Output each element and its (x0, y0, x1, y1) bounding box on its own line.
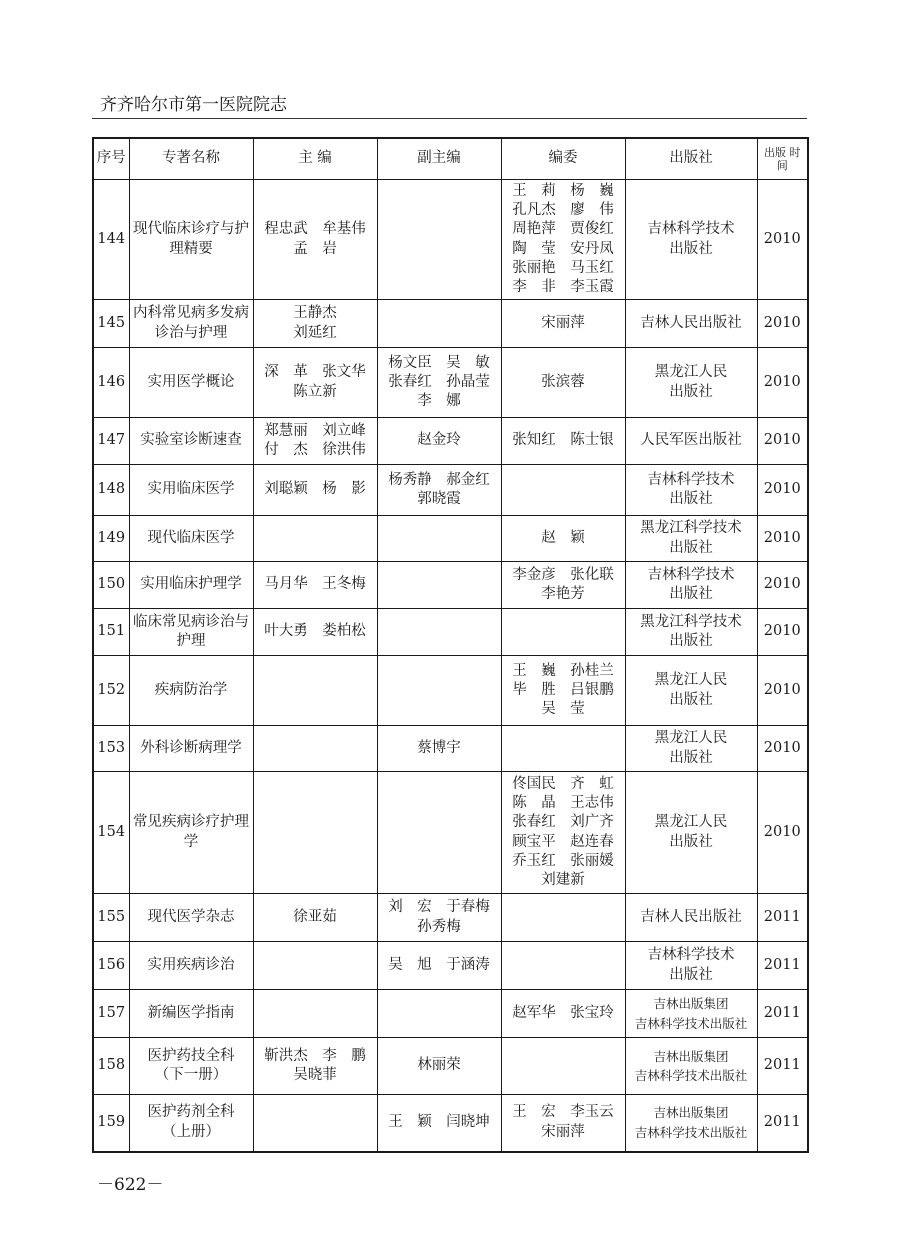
cell-editor (253, 772, 377, 894)
cell-deputy-editor (377, 1095, 501, 1152)
cell-number: 156 (93, 942, 129, 990)
cell-deputy-editor-line: 王 颖 闫晓坤 (388, 1114, 490, 1131)
cell-members (501, 516, 625, 562)
cell-publisher (625, 348, 757, 418)
cell-members-line: 宋丽萍 (541, 314, 585, 331)
cell-publisher-line: 吉林科学技术 (647, 566, 735, 583)
cell-editor-line: 程忠武 牟基伟 (264, 221, 366, 238)
cell-editor-line: 深 革 张文华 (264, 364, 366, 381)
cell-year: 2011 (757, 1095, 808, 1152)
cell-title: 现代临床诊疗与护理精要 (129, 180, 253, 300)
cell-year: 2010 (757, 300, 808, 348)
cell-members-line: 吴 莹 (541, 701, 585, 718)
cell-publisher-line: 吉林科学技术出版社 (634, 1068, 748, 1083)
cell-publisher-line: 黑龙江人民 (654, 364, 728, 381)
table-row (93, 726, 808, 772)
cell-deputy-editor-line: 杨文臣 吴 敏 (388, 354, 490, 371)
cell-publisher (625, 1038, 757, 1095)
cell-title: 外科诊断病理学 (129, 726, 253, 772)
cell-publisher (625, 990, 757, 1038)
cell-year: 2010 (757, 465, 808, 516)
cell-year: 2010 (757, 609, 808, 656)
column-header-members: 编委 (501, 138, 625, 180)
table-row (93, 562, 808, 609)
cell-members (501, 656, 625, 726)
cell-year: 2011 (757, 894, 808, 942)
cell-title: 常见疾病诊疗护理学 (129, 772, 253, 894)
cell-publisher-line: 黑龙江人民 (654, 730, 728, 747)
page-number: －622－ (97, 1175, 164, 1195)
cell-deputy-editor-line: 蔡博宇 (417, 739, 461, 756)
cell-publisher-line: 吉林科学技术 (647, 221, 735, 238)
cell-editor (253, 990, 377, 1038)
cell-publisher-line: 黑龙江科学技术 (640, 613, 742, 630)
cell-year: 2010 (757, 516, 808, 562)
cell-deputy-editor (377, 1038, 501, 1095)
cell-deputy-editor (377, 990, 501, 1038)
cell-editor (253, 418, 377, 465)
cell-deputy-editor-line: 刘 宏 于春梅 (388, 899, 490, 916)
cell-publisher (625, 656, 757, 726)
cell-editor (253, 726, 377, 772)
cell-title: 实用疾病诊治 (129, 942, 253, 990)
cell-deputy-editor (377, 465, 501, 516)
cell-publisher-line: 吉林出版集团 (653, 1105, 729, 1121)
cell-title: 医护药剂全科 （上册） (129, 1095, 253, 1152)
cell-editor (253, 1038, 377, 1095)
cell-number: 159 (93, 1095, 129, 1152)
cell-year: 2010 (757, 180, 808, 300)
table-header (93, 138, 808, 180)
cell-number: 153 (93, 726, 129, 772)
cell-year: 2011 (757, 1038, 808, 1095)
cell-number: 146 (93, 348, 129, 418)
column-header-title: 专著名称 (129, 138, 253, 180)
cell-title: 医护药技全科 （下一册） (129, 1038, 253, 1095)
cell-editor-line: 马月华 王冬梅 (264, 576, 366, 593)
table-row (93, 1038, 808, 1095)
cell-deputy-editor (377, 180, 501, 300)
cell-members (501, 609, 625, 656)
cell-members-line: 张知红 陈士银 (512, 432, 614, 449)
cell-members-line: 李 非 李玉霞 (512, 279, 614, 296)
cell-publisher-line: 出版社 (669, 383, 713, 400)
cell-deputy-editor-line: 吴 旭 于涵涛 (388, 956, 490, 973)
cell-editor-line: 孟 岩 (293, 240, 337, 257)
cell-members (501, 726, 625, 772)
cell-editor (253, 894, 377, 942)
cell-publisher-line: 吉林出版集团 (653, 996, 729, 1012)
cell-members (501, 180, 625, 300)
cell-number: 144 (93, 180, 129, 300)
cell-number: 151 (93, 609, 129, 656)
cell-deputy-editor (377, 772, 501, 894)
cell-deputy-editor (377, 656, 501, 726)
page-header-title: 齐齐哈尔市第一医院院志 (100, 95, 287, 115)
cell-publisher (625, 894, 757, 942)
cell-members (501, 300, 625, 348)
cell-title: 实用临床护理学 (129, 562, 253, 609)
cell-publisher (625, 465, 757, 516)
cell-publisher-line: 出版社 (669, 586, 713, 602)
table-row (93, 656, 808, 726)
cell-deputy-editor-line: 孙秀梅 (417, 918, 461, 935)
monographs-table (92, 137, 809, 1153)
cell-title: 现代临床医学 (129, 516, 253, 562)
cell-deputy-editor-line: 林丽荣 (417, 1057, 461, 1074)
cell-publisher (625, 562, 757, 609)
cell-publisher-line: 出版社 (669, 240, 713, 257)
column-header-publisher: 出版社 (625, 138, 757, 180)
cell-members (501, 562, 625, 609)
cell-publisher-line: 出版社 (669, 749, 713, 766)
cell-number: 150 (93, 562, 129, 609)
cell-members-line: 刘建新 (541, 872, 585, 889)
cell-members-line: 陶 莹 安丹凤 (512, 240, 614, 257)
cell-publisher (625, 772, 757, 894)
cell-deputy-editor-line: 李 娜 (417, 393, 461, 410)
cell-members-line: 毕 胜 吕银鹏 (512, 681, 614, 698)
cell-title: 内科常见病多发病诊治与护理 (129, 300, 253, 348)
cell-deputy-editor (377, 418, 501, 465)
table-row (93, 516, 808, 562)
table-row (93, 348, 808, 418)
cell-members (501, 348, 625, 418)
table-row (93, 990, 808, 1038)
cell-editor (253, 465, 377, 516)
cell-number: 154 (93, 772, 129, 894)
cell-deputy-editor (377, 562, 501, 609)
cell-publisher-line: 黑龙江人民 (654, 672, 728, 689)
cell-year: 2011 (757, 990, 808, 1038)
cell-editor (253, 516, 377, 562)
cell-publisher (625, 942, 757, 990)
cell-number: 157 (93, 990, 129, 1038)
cell-title: 新编医学指南 (129, 990, 253, 1038)
cell-publisher-line: 吉林科学技术出版社 (634, 1124, 748, 1140)
cell-editor-line: 刘聪颖 杨 影 (264, 481, 366, 498)
table-row (93, 180, 808, 300)
column-header-deputy-editor: 副主编 (377, 138, 501, 180)
cell-number: 149 (93, 516, 129, 562)
cell-editor (253, 348, 377, 418)
cell-editor-line: 徐亚茹 (293, 908, 337, 925)
cell-editor-line: 付 杰 徐洪伟 (264, 442, 366, 458)
cell-number: 152 (93, 656, 129, 726)
cell-year: 2010 (757, 348, 808, 418)
cell-deputy-editor (377, 516, 501, 562)
table-body (93, 180, 808, 1152)
column-header-editor: 主 编 (253, 138, 377, 180)
table-row (93, 465, 808, 516)
cell-editor-line: 郑慧丽 刘立峰 (264, 422, 366, 439)
column-header-year: 出版 时间 (757, 138, 808, 180)
cell-editor (253, 609, 377, 656)
cell-editor (253, 1095, 377, 1152)
cell-editor-line: 刘延红 (293, 324, 337, 341)
cell-publisher (625, 726, 757, 772)
cell-members-line: 孔凡杰 廖 伟 (512, 201, 614, 218)
cell-deputy-editor (377, 609, 501, 656)
cell-year: 2010 (757, 562, 808, 609)
cell-title: 临床常见病诊治与护理 (129, 609, 253, 656)
cell-members-line: 张丽艳 马玉红 (512, 259, 614, 276)
cell-publisher (625, 180, 757, 300)
cell-members-line: 周艳萍 贾俊红 (512, 221, 614, 238)
cell-members (501, 1095, 625, 1152)
cell-number: 155 (93, 894, 129, 942)
cell-members (501, 465, 625, 516)
cell-publisher-line: 出版社 (669, 833, 713, 850)
table-row (93, 418, 808, 465)
cell-members-line: 陈 晶 王志伟 (512, 794, 614, 811)
cell-number: 147 (93, 418, 129, 465)
cell-members-line: 王 莉 杨 巍 (512, 182, 614, 199)
cell-year: 2010 (757, 656, 808, 726)
cell-deputy-editor-line: 张春红 孙晶莹 (388, 373, 490, 390)
cell-deputy-editor-line: 杨秀静 郝金红 (388, 471, 490, 488)
cell-publisher (625, 609, 757, 656)
cell-members-line: 王 巍 孙桂兰 (512, 662, 614, 679)
cell-members-line: 佟国民 齐 虹 (512, 775, 614, 792)
cell-publisher-line: 吉林人民出版社 (640, 908, 742, 925)
cell-publisher-line: 黑龙江人民 (654, 814, 728, 831)
cell-publisher-line: 吉林科学技术 (647, 947, 735, 964)
cell-deputy-editor (377, 942, 501, 990)
cell-members (501, 990, 625, 1038)
cell-title: 疾病防治学 (129, 656, 253, 726)
cell-members-line: 顾宝平 赵连春 (512, 833, 614, 850)
cell-deputy-editor-line: 郭晓霞 (417, 491, 461, 507)
cell-editor (253, 300, 377, 348)
cell-members-line: 王 宏 李玉云 (512, 1104, 614, 1121)
cell-publisher-line: 人民军医出版社 (640, 432, 742, 449)
cell-number: 148 (93, 465, 129, 516)
cell-number: 145 (93, 300, 129, 348)
cell-members (501, 894, 625, 942)
cell-editor (253, 656, 377, 726)
cell-title: 实用医学概论 (129, 348, 253, 418)
cell-title: 实验室诊断速查 (129, 418, 253, 465)
cell-editor-line: 王静杰 (293, 305, 337, 322)
cell-year: 2010 (757, 726, 808, 772)
cell-members-line: 李金彦 张化联 (512, 566, 614, 583)
cell-publisher-line: 黑龙江科学技术 (640, 520, 742, 537)
cell-editor-line: 吴晓菲 (293, 1067, 337, 1083)
cell-year: 2011 (757, 942, 808, 990)
cell-editor-line: 叶大勇 娄柏松 (264, 623, 366, 640)
cell-members-line: 赵军华 张宝玲 (512, 1004, 614, 1021)
cell-members-line: 张滨蓉 (541, 373, 585, 390)
table-row (93, 772, 808, 894)
cell-members-line: 赵 颖 (541, 529, 585, 546)
cell-publisher-line: 吉林科学技术 (647, 471, 735, 488)
cell-publisher-line: 出版社 (669, 491, 713, 507)
header-divider (92, 118, 807, 119)
cell-number: 158 (93, 1038, 129, 1095)
cell-deputy-editor-line: 赵金玲 (417, 432, 461, 449)
cell-editor (253, 942, 377, 990)
cell-members-line: 张春红 刘广齐 (512, 814, 614, 831)
table-row (93, 942, 808, 990)
table-row (93, 300, 808, 348)
cell-publisher-line: 吉林科学技术出版社 (634, 1015, 748, 1031)
cell-members (501, 1038, 625, 1095)
cell-publisher-line: 出版社 (669, 633, 713, 649)
cell-editor-line: 靳洪杰 李 鹏 (264, 1047, 366, 1064)
cell-members (501, 418, 625, 465)
cell-editor (253, 562, 377, 609)
cell-publisher-line: 吉林人民出版社 (640, 314, 742, 331)
cell-publisher (625, 418, 757, 465)
cell-editor (253, 180, 377, 300)
table-row (93, 1095, 808, 1152)
cell-deputy-editor (377, 726, 501, 772)
cell-deputy-editor (377, 348, 501, 418)
cell-members (501, 772, 625, 894)
cell-members-line: 乔玉红 张丽媛 (512, 852, 614, 869)
cell-deputy-editor (377, 894, 501, 942)
cell-publisher-line: 出版社 (669, 539, 713, 556)
cell-year: 2010 (757, 772, 808, 894)
column-header-no: 序号 (93, 138, 129, 180)
cell-publisher-line: 吉林出版集团 (653, 1048, 729, 1064)
cell-title: 现代医学杂志 (129, 894, 253, 942)
table-row (93, 609, 808, 656)
cell-members (501, 942, 625, 990)
cell-year: 2010 (757, 418, 808, 465)
cell-editor-line: 陈立新 (293, 383, 337, 400)
cell-deputy-editor (377, 300, 501, 348)
cell-title: 实用临床医学 (129, 465, 253, 516)
cell-publisher (625, 300, 757, 348)
cell-publisher-line: 出版社 (669, 966, 713, 983)
cell-publisher-line: 出版社 (669, 691, 713, 708)
table-row (93, 894, 808, 942)
cell-publisher (625, 1095, 757, 1152)
cell-members-line: 宋丽萍 (541, 1123, 585, 1140)
cell-members-line: 李艳芳 (541, 586, 585, 602)
cell-publisher (625, 516, 757, 562)
